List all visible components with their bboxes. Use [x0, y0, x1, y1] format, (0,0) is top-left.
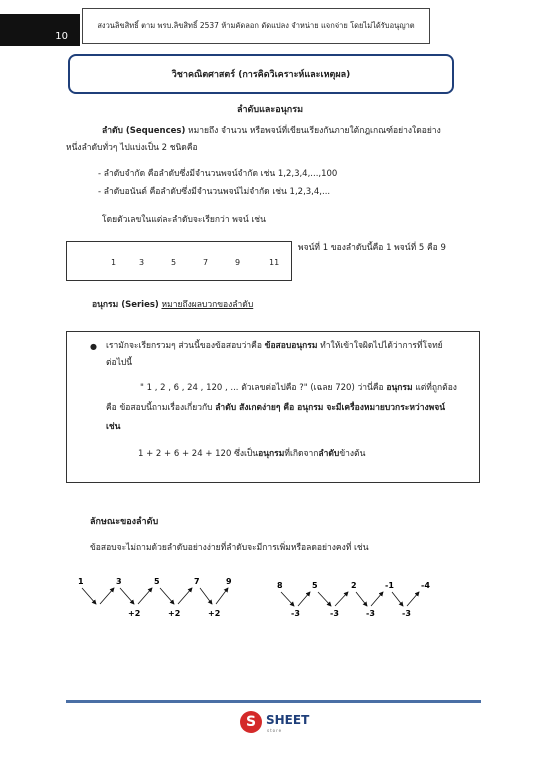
- down-arrow-icon: [82, 588, 96, 604]
- series-term: อนุกรม (Series): [92, 300, 159, 310]
- series-box-bold: ลำดับ: [318, 449, 340, 459]
- down-arrow-icon: [281, 592, 294, 606]
- section-heading-sequences: ลำดับและอนุกรม: [236, 105, 304, 115]
- series-box-text: ข้างต้น: [339, 449, 366, 459]
- pattern-difference: +2: [128, 609, 141, 618]
- down-arrow-icon: [392, 592, 403, 606]
- sequence-number: 1: [111, 258, 117, 267]
- series-box-line4: [106, 402, 445, 415]
- section-heading-characteristics: ลักษณะของลำดับ: [90, 517, 159, 527]
- series-box-quote: [140, 382, 457, 395]
- pattern-difference: +2: [168, 609, 181, 618]
- series-box-bold: อนุกรม: [386, 383, 413, 393]
- series-box-text: ที่เกิดจาก: [284, 449, 319, 459]
- pattern-term: 5: [312, 581, 318, 590]
- sequence-number: 3: [139, 258, 145, 267]
- up-arrow-icon: [138, 588, 152, 604]
- copyright-notice: [82, 8, 430, 44]
- sequence-number: 9: [235, 258, 241, 267]
- sequence-number: 11: [269, 258, 280, 267]
- up-arrow-icon: [371, 592, 383, 606]
- up-arrow-icon: [216, 588, 228, 604]
- sequence-pattern-diagram: [0, 570, 540, 630]
- infinite-sequence-item: - ลำดับอนันต์ คือลำดับซึ่งมีจำนวนพจน์ไม่จำกัด เช่น 1,2,3,4,...: [98, 187, 331, 197]
- series-box-text: คือ ข้อสอบนี้ถามเรื่องเกี่ยวกับ: [106, 403, 216, 413]
- series-box-bold: อนุกรม: [258, 449, 285, 459]
- series-box-text: เรามักจะเรียกรวมๆ ส่วนนี้ของข้อสอบว่าคือ: [106, 341, 265, 351]
- brand-name: SHEET: [266, 713, 310, 727]
- up-arrow-icon: [335, 592, 348, 606]
- page-number: [0, 14, 80, 46]
- up-arrow-icon: [407, 592, 419, 606]
- up-arrow-icon: [178, 588, 192, 604]
- series-definition: [92, 299, 253, 312]
- up-arrow-icon: [100, 588, 114, 604]
- copyright-text: สงวนลิขสิทธิ์ ตาม พรบ.ลิขสิทธิ์ 2537 ห้ามคัดลอก ดัดแปลง จำหน่าย แจกจ่าย โดยไม่ได้รับอนุญาต: [97, 21, 415, 30]
- finite-sequence-item: - ลำดับจำกัด คือลำดับซึ่งมีจำนวนพจน์จำกัด เช่น 1,2,3,4,...,100: [98, 169, 338, 179]
- pattern-term: -1: [385, 581, 394, 590]
- pattern-difference: +2: [208, 609, 221, 618]
- decreasing-pattern: [277, 581, 430, 618]
- sequence-definition-cont: หนึ่งลำดับทั่วๆ ไปแบ่งเป็น 2 ชนิดคือ: [66, 143, 198, 153]
- footer-divider: [66, 700, 481, 703]
- brand-subtitle: store: [267, 728, 283, 733]
- series-box-line5: เช่น: [106, 422, 121, 432]
- sequence-note: พจน์ที่ 1 ของลำดับนี้คือ 1 พจน์ที่ 5 คือ 9: [298, 243, 446, 253]
- pattern-term: 3: [116, 577, 122, 586]
- pattern-term: 2: [351, 581, 357, 590]
- series-box-text: " 1 , 2 , 6 , 24 , 120 , ... ตัวเลขต่อไปคือ ?" (เฉลย 720) ว่านี่คือ: [140, 383, 387, 393]
- page-number-text: 10: [55, 31, 68, 42]
- series-box-bold: ลำดับ สังเกตง่ายๆ คือ อนุกรม จะมีเครื่องหมายบวกระหว่างพจน์: [215, 403, 446, 413]
- down-arrow-icon: [356, 592, 367, 606]
- pattern-difference: -3: [402, 609, 411, 618]
- series-box-line2: ต่อไปนี้: [106, 358, 133, 368]
- characteristics-text: ข้อสอบจะไม่ถามด้วยลำดับอย่างง่ายที่ลำดับจะมีการเพิ่มหรือลดอย่างคงที่ เช่น: [90, 543, 369, 553]
- pattern-term: 5: [154, 577, 160, 586]
- subject-title-box: [68, 54, 454, 94]
- pattern-difference: -3: [366, 609, 375, 618]
- series-box-text: แต่ที่ถูกต้อง: [412, 383, 457, 393]
- pattern-term: 1: [78, 577, 84, 586]
- sequence-term: ลำดับ (Sequences): [102, 126, 186, 136]
- down-arrow-icon: [160, 588, 174, 604]
- sequence-number: 5: [171, 258, 177, 267]
- subject-title: วิชาคณิตศาสตร์ (การคิดวิเคราะห์และเหตุผล): [171, 70, 351, 80]
- series-definition-text: หมายถึงผลบวกของลำดับ: [161, 300, 254, 310]
- series-box-example: [138, 448, 365, 461]
- sheet-logo-icon: [240, 711, 262, 733]
- series-box-text: 1 + 2 + 6 + 24 + 120 ซึ่งเป็น: [138, 449, 259, 459]
- term-note: โดยตัวเลขในแต่ละลำดับจะเรียกว่า พจน์ เช่น: [102, 215, 266, 225]
- up-arrow-icon: [298, 592, 310, 606]
- down-arrow-icon: [318, 592, 331, 606]
- series-box-bold: ข้อสอบอนุกรม: [264, 341, 318, 351]
- pattern-term: 9: [226, 577, 232, 586]
- bullet-icon: ●: [90, 342, 97, 351]
- series-box-line1: [106, 340, 443, 353]
- sequence-example-box: [66, 241, 292, 281]
- series-box-text: ทำให้เข้าใจผิดไปได้ว่าการที่โจทย์: [317, 341, 443, 351]
- increasing-pattern: [78, 577, 232, 618]
- pattern-term: -4: [421, 581, 430, 590]
- pattern-difference: -3: [291, 609, 300, 618]
- sequence-definition-text: หมายถึง จำนวน หรือพจน์ที่เขียนเรียงกันภายใต้กฎเกณฑ์อย่างใดอย่าง: [185, 126, 441, 136]
- pattern-difference: -3: [330, 609, 339, 618]
- sequence-number: 7: [203, 258, 209, 267]
- pattern-term: 7: [194, 577, 200, 586]
- logo-letter: S: [245, 714, 257, 730]
- down-arrow-icon: [200, 588, 212, 604]
- down-arrow-icon: [120, 588, 134, 604]
- sequence-definition: [102, 125, 441, 138]
- pattern-term: 8: [277, 581, 283, 590]
